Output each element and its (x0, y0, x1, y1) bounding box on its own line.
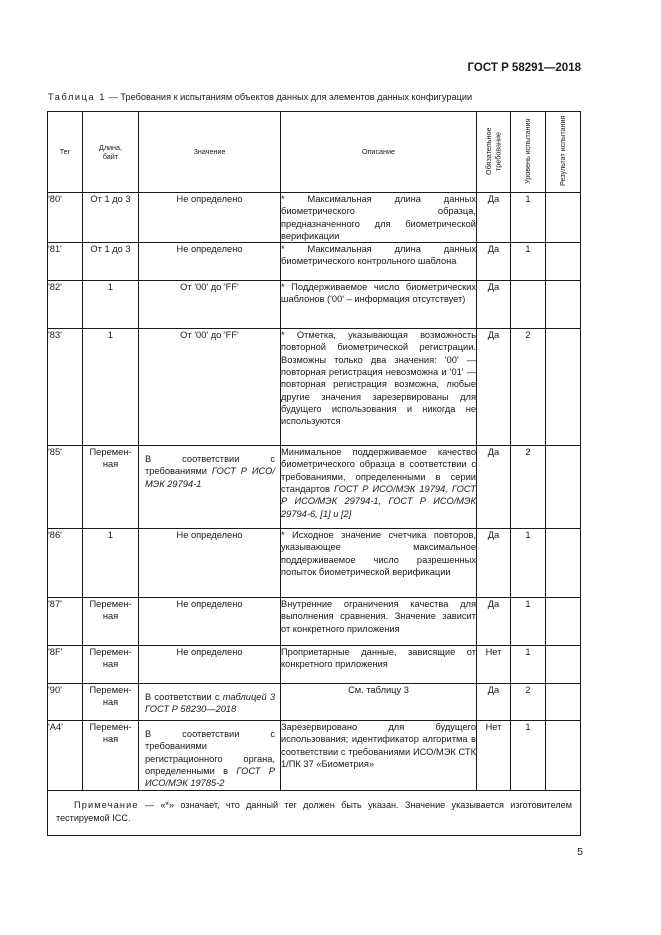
row-tag: '81' (48, 243, 83, 281)
row-result (546, 243, 581, 281)
row-tag: '82' (48, 281, 83, 329)
row-description-references: ГОСТ Р ИСО/МЭК 19794, ГОСТ Р ИСО/МЭК 29794-1, ГОСТ Р ИСО/МЭК 29794-6, [1] и [2] (281, 484, 476, 519)
row-description: Зарезервировано для будущего использования; идентификатор алгоритма в соответствии с требованиями ИСО/МЭК СТК 1/ПК 37 «Биометрия» (281, 721, 477, 790)
row-length-part2: ная (102, 659, 119, 670)
row-value: От '00' до 'FF' (139, 281, 281, 329)
table-row (48, 193, 581, 243)
row-level: 1 (511, 243, 546, 281)
row-length-part2: ная (102, 611, 119, 622)
row-description: * Исходное значение счетчика повторов, указывающее максимальное поддерживаемое число разрешенных попыток биометрической верификации (281, 529, 477, 598)
standard-designation: ГОСТ Р 58291—2018 (467, 62, 581, 74)
table-caption (48, 92, 472, 102)
header-mandatory: Обязательное требование (484, 127, 503, 175)
row-length-part1: Перемен- (89, 647, 132, 658)
row-level: 2 (511, 329, 546, 446)
row-description (281, 446, 477, 529)
table-row (48, 684, 581, 721)
row-tag: '86' (48, 529, 83, 598)
requirements-table (47, 111, 581, 836)
row-value: Не определено (139, 598, 281, 646)
row-result (546, 598, 581, 646)
header-description: Описание (281, 112, 477, 193)
row-mandatory: Да (477, 529, 511, 598)
header-value: Значение (139, 112, 281, 193)
row-length-part2: ная (102, 697, 119, 708)
row-level: 2 (511, 684, 546, 721)
header-length: Длина, байт (83, 112, 139, 193)
row-length: 1 (83, 281, 139, 329)
row-length (83, 684, 139, 721)
row-description: Проприетарные данные, зависящие от конкретного приложения (281, 646, 477, 684)
row-level (511, 281, 546, 329)
table-row (48, 529, 581, 598)
row-length (83, 598, 139, 646)
row-mandatory: Нет (477, 721, 511, 790)
row-length-part2: ная (102, 734, 119, 745)
table-note (48, 790, 581, 835)
table-row (48, 646, 581, 684)
row-description: * Максимальная длина данных биометрического образца, предназначенного для биометрической верификации (281, 194, 476, 241)
row-level: 2 (511, 446, 546, 529)
row-description: * Отметка, указывающая возможность повторной биометрической регистрации. Возможны только два значения: '00' — повторная регистрация невозможна и '01' — повторная регистрация возможна, любые другие значения зарезервированы для будущего использования и никогда не используются (281, 329, 477, 446)
table-row (48, 598, 581, 646)
row-length (83, 646, 139, 684)
header-level: Уровень испытания (523, 118, 533, 184)
row-result (546, 529, 581, 598)
row-length (83, 446, 139, 529)
row-mandatory: Да (477, 243, 511, 281)
row-length-part1: Перемен- (89, 685, 132, 696)
row-mandatory: Да (477, 281, 511, 329)
note-label: Примечание (74, 799, 139, 810)
row-description: См. таблицу 3 (281, 684, 477, 721)
page-number: 5 (577, 846, 583, 858)
table-note-row (48, 790, 581, 835)
header-result: Результат испытания (558, 115, 568, 186)
row-result (546, 329, 581, 446)
row-mandatory: Да (477, 684, 511, 721)
row-result (546, 281, 581, 329)
caption-label: Таблица 1 (48, 92, 107, 102)
row-description: * Поддерживаемое число биометрических шаблонов ('00' – информация отсутствует) (281, 281, 477, 329)
row-tag: '87' (48, 598, 83, 646)
row-result (546, 193, 581, 243)
table-row (48, 721, 581, 790)
row-mandatory: Да (477, 193, 511, 243)
row-tag: 'A4' (48, 721, 83, 790)
table-row (48, 243, 581, 281)
row-value: От '00' до 'FF' (139, 329, 281, 446)
row-value: Не определено (139, 529, 281, 598)
caption-text: — Требования к испытаниям объектов данных для элементов данных конфигурации (106, 92, 473, 102)
row-length: От 1 до 3 (83, 243, 139, 281)
row-value: Не определено (139, 646, 281, 684)
row-level: 1 (511, 646, 546, 684)
row-length (83, 721, 139, 790)
row-tag: '83' (48, 329, 83, 446)
row-mandatory: Да (477, 598, 511, 646)
row-value (139, 684, 281, 721)
row-level: 1 (511, 193, 546, 243)
header-tag: Тег (48, 112, 83, 193)
row-result (546, 721, 581, 790)
row-level: 1 (511, 721, 546, 790)
table-row (48, 281, 581, 329)
row-description-text: Минимальное поддерживаемое качество биометрического образца в соответствии с требованиями, определенными в серии стандартов (281, 447, 476, 495)
row-length: 1 (83, 529, 139, 598)
row-length: 1 (83, 329, 139, 446)
row-tag: '85' (48, 446, 83, 529)
row-value (139, 721, 281, 790)
row-value (139, 446, 281, 529)
row-mandatory: Да (477, 329, 511, 446)
row-tag: '8F' (48, 646, 83, 684)
row-result (546, 446, 581, 529)
row-length-part1: Перемен- (89, 599, 132, 610)
row-length-part1: Перемен- (89, 722, 132, 733)
row-value-text: В соответствии с требованиями регистрационного органа, определенными в (145, 729, 275, 777)
row-length-part1: Перемен- (89, 447, 132, 458)
row-length-part2: ная (102, 459, 119, 470)
row-mandatory: Да (477, 446, 511, 529)
table-row (48, 329, 581, 446)
row-length: От 1 до 3 (83, 193, 139, 243)
table-header-row (48, 112, 581, 193)
row-result (546, 684, 581, 721)
row-value-text: В соответствии с требованиями (145, 454, 275, 477)
row-value: Не определено (139, 243, 281, 281)
row-value-reference: таблицей 3 ГОСТ Р 58230—2018 (145, 692, 275, 715)
row-result (546, 646, 581, 684)
row-description: Внутренние ограничения качества для выполнения сравнения. Значение зависит от конкретного приложения (281, 598, 477, 646)
row-value-text: В соответствии с (145, 692, 223, 703)
row-value-reference: ГОСТ Р ИСО/МЭК 29794-1 (145, 466, 275, 489)
row-level: 1 (511, 529, 546, 598)
row-value: Не определено (139, 193, 281, 243)
row-tag: '90' (48, 684, 83, 721)
row-level: 1 (511, 598, 546, 646)
row-value-reference: ГОСТ Р ИСО/МЭК 19785-2 (145, 766, 275, 789)
row-description: * Максимальная длина данных биометрического контрольного шаблона (281, 243, 477, 281)
table-row (48, 446, 581, 529)
row-mandatory: Нет (477, 646, 511, 684)
note-text: — «*» означает, что данный тег должен быть указан. Значение указывается изготовителем тестируемой ICC. (56, 799, 572, 823)
row-tag: '80' (48, 193, 83, 243)
